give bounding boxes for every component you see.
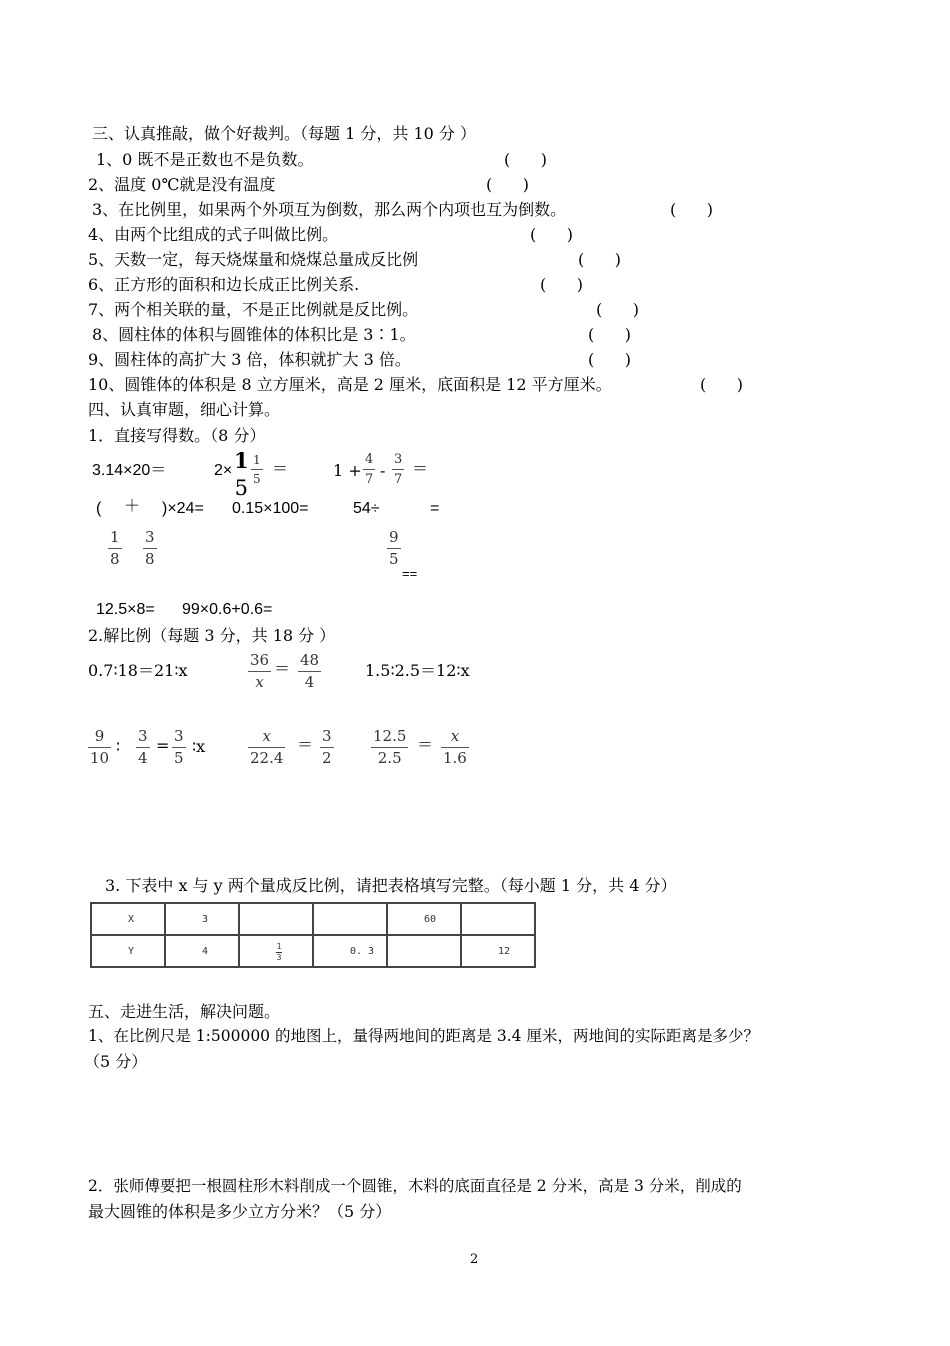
table-cell: 60 (387, 903, 461, 935)
proportion-6-fraction-2: x 1.6 (443, 727, 467, 767)
table-cell-blank[interactable] (461, 903, 535, 935)
table-cell: 0. 3 (313, 935, 387, 967)
proportion-2-fraction-1: 36 x (250, 651, 270, 691)
part1-heading: 1．直接写得数。（8 分） (88, 426, 266, 445)
table-cell: 4 (165, 935, 239, 967)
page-number: 2 (470, 1252, 479, 1267)
calc-2-equals: ＝ (272, 459, 289, 478)
judge-item-3: 3、在比例里，如果两个外项互为倒数，那么两个内项也互为倒数。 (92, 200, 567, 219)
judge-item-4: 4、由两个比组成的式子叫做比例。 (88, 225, 339, 244)
proportion-3: 1.5∶2.5＝12∶x (365, 661, 470, 680)
calc-3-minus: - (380, 461, 386, 480)
judge-item-10: 10、圆锥体的体积是 8 立方厘米，高是 2 厘米，底面积是 12 平方厘米。 (88, 375, 612, 394)
section3-heading: 三、认真推敲，做个好裁判。（每题 1 分，共 10 分 ） (92, 124, 476, 143)
answer-paren-9[interactable]: ( ) (588, 350, 631, 369)
proportion-1: 0.7∶18＝21∶x (88, 661, 188, 680)
calc-1: 3.14×20＝ (92, 462, 167, 479)
word-problem-1: 1、在比例尺是 1:500000 的地图上，量得两地间的距离是 3.4 厘米，两地间的实际距离是多少？ (88, 1027, 759, 1045)
table-cell-blank[interactable] (387, 935, 461, 967)
calc-3-prefix: 1 + (333, 461, 362, 480)
judge-item-6: 6、正方形的面积和边长成正比例关系. (88, 275, 360, 294)
calc-4-fraction-1: 1 8 (110, 528, 120, 568)
calc-2-small-fraction: 1 5 (253, 453, 261, 486)
table-row-x (91, 903, 535, 935)
table-cell: X (91, 903, 165, 935)
calc-2-big-fraction: 1 5 (234, 448, 249, 500)
table-cell-blank[interactable] (239, 903, 313, 935)
section5-heading: 五、走进生活，解决问题。 (88, 1002, 281, 1021)
proportion-6-fraction-1: 12.5 2.5 (373, 727, 407, 767)
table-cell: Y (91, 935, 165, 967)
calc-7: 12.5×8= (96, 601, 155, 618)
calc-3-fraction-2: 3 7 (394, 452, 403, 487)
proportion-4-colon: ∶ (116, 737, 121, 756)
calc-6: 54÷ (353, 500, 380, 517)
calc-8: 99×0.6+0.6= (182, 601, 273, 618)
proportion-4-fraction-2: 3 4 (138, 727, 148, 767)
calc-6-fraction: 9 5 (389, 528, 399, 568)
section4-heading: 四、认真审题，细心计算。 (88, 400, 281, 419)
calc-6-equals: = (430, 500, 440, 517)
table-row-y (91, 935, 535, 967)
proportion-2-fraction-2: 48 4 (300, 651, 320, 691)
calc-5: 0.15×100= (232, 500, 309, 517)
word-problem-1-score: （5 分） (84, 1052, 148, 1071)
proportion-4-equals: = (156, 736, 170, 755)
answer-paren-6[interactable]: ( ) (540, 275, 583, 294)
judge-item-1: 1、0 既不是正数也不是负数。 (96, 150, 314, 169)
calc-4-fraction-2: 3 8 (145, 528, 155, 568)
table-cell-fraction (239, 935, 313, 967)
answer-paren-2[interactable]: ( ) (486, 175, 529, 194)
judge-item-2: 2、温度 0℃就是没有温度 (88, 175, 276, 194)
part2-heading: 2.解比例（每题 3 分，共 18 分 ） (88, 626, 336, 645)
table-cell: 3 (165, 903, 239, 935)
word-problem-2: 2．张师傅要把一根圆柱形木料削成一个圆锥，木料的底面直径是 2 分米，高是 3 分米，削成的 (88, 1177, 742, 1195)
answer-paren-1[interactable]: ( ) (504, 150, 547, 169)
judge-item-7: 7、两个相关联的量，不是正比例就是反比例。 (88, 300, 419, 319)
calc-4-tail: )×24= (162, 500, 204, 517)
one-third-fraction: $\frac{1}{3}$ (276, 941, 282, 962)
answer-paren-8[interactable]: ( ) (588, 325, 631, 344)
judge-item-5: 5、天数一定，每天烧煤量和烧煤总量成反比例 (88, 250, 419, 269)
proportion-4-tail: ∶x (192, 737, 206, 756)
answer-paren-5[interactable]: ( ) (578, 250, 621, 269)
proportion-6-equals: ＝ (417, 735, 434, 754)
word-problem-2-line2: 最大圆锥的体积是多少立方分米？（5 分） (88, 1202, 392, 1221)
calc-double-equals: == (402, 566, 418, 581)
answer-paren-7[interactable]: ( ) (596, 300, 639, 319)
answer-paren-10[interactable]: ( ) (700, 375, 743, 394)
proportion-5-equals: ＝ (297, 735, 314, 754)
calc-3-equals: ＝ (412, 459, 429, 478)
part3-heading: 3. 下表中 x 与 y 两个量成反比例，请把表格填写完整。（每小题 1 分，共 4 分） (105, 876, 677, 895)
proportion-5-fraction-1: x 22.4 (250, 727, 284, 767)
answer-paren-4[interactable]: ( ) (530, 225, 573, 244)
table-cell: 12 (461, 935, 535, 967)
table-cell-blank[interactable] (313, 903, 387, 935)
calc-3-fraction-1: 4 7 (365, 452, 374, 487)
inverse-proportion-table (90, 902, 536, 968)
proportion-4-fraction-3: 3 5 (174, 727, 184, 767)
answer-paren-3[interactable]: ( ) (670, 200, 713, 219)
proportion-4-fraction-1: 9 10 (90, 727, 110, 767)
proportion-5-fraction-2: 3 2 (322, 727, 332, 767)
proportion-2-equals: ＝ (274, 659, 291, 678)
calc-4-open: ( (96, 500, 102, 517)
calc-4-plus: ＋ (124, 498, 141, 515)
calc-2-prefix: 2× (214, 462, 233, 479)
judge-item-9: 9、圆柱体的高扩大 3 倍，体积就扩大 3 倍。 (88, 350, 411, 369)
judge-item-8: 8、圆柱体的体积与圆锥体的体积比是 3∶1。 (92, 325, 416, 344)
